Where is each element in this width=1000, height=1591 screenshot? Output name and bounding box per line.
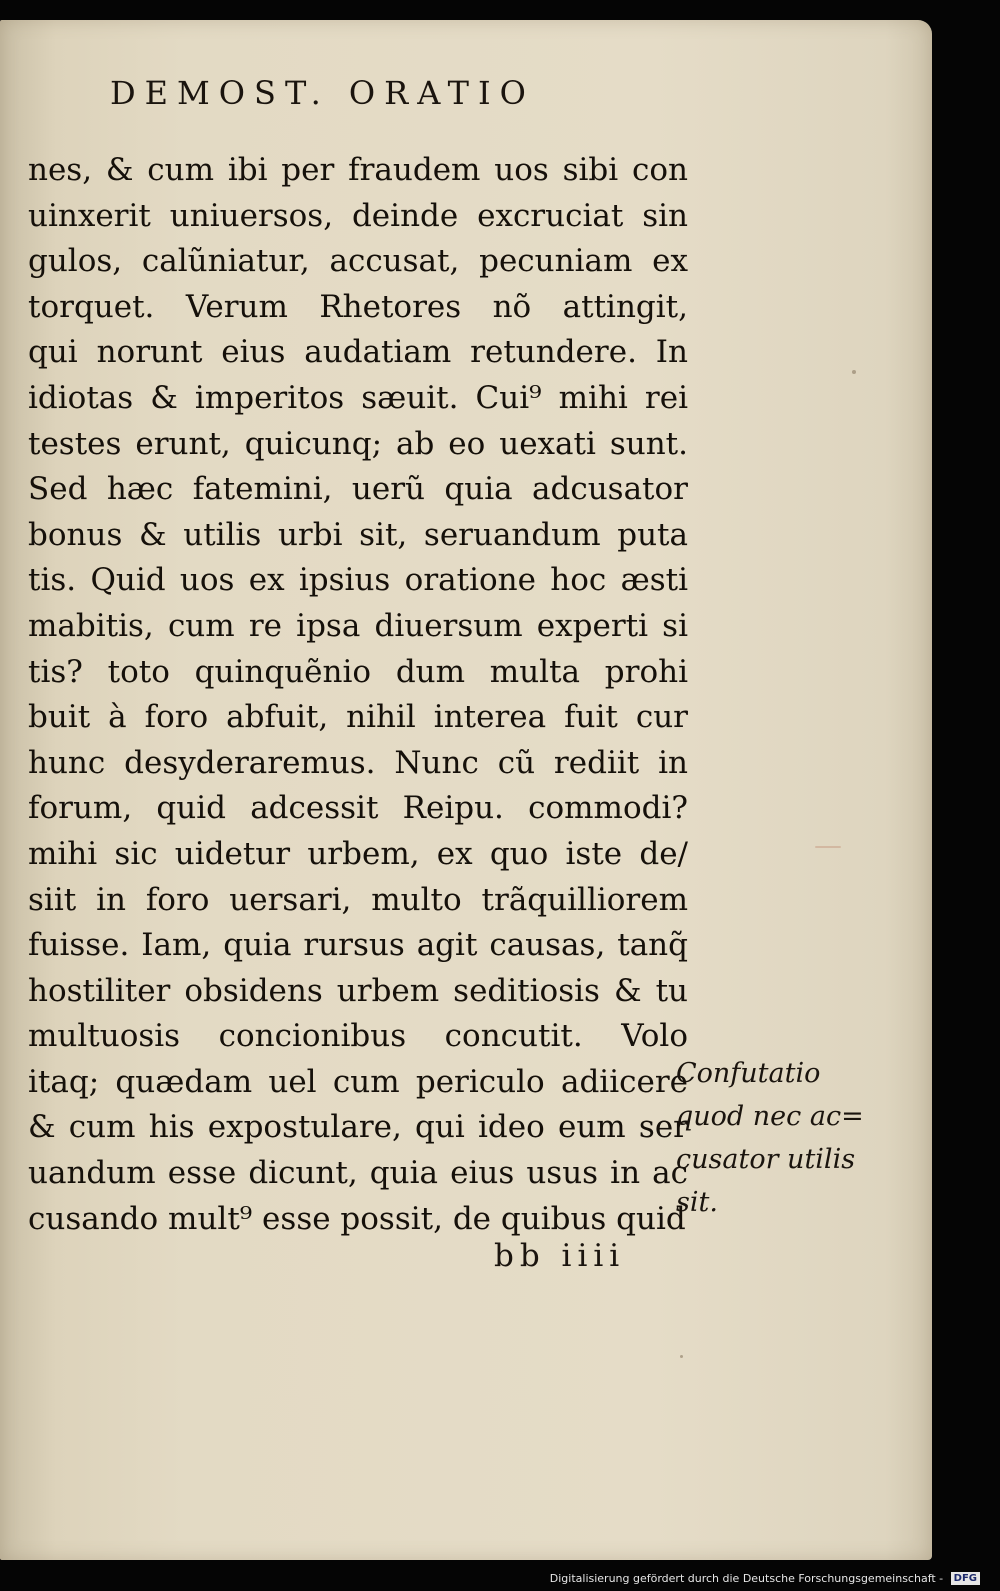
text-line: nes, & cum ibi per fraudem uos sibi con	[28, 152, 688, 188]
text-line: & cum his expostulare, qui ideo eum ser	[28, 1109, 688, 1146]
text-line: cusando mult⁹ esse possit, de quibus quid	[28, 1200, 686, 1237]
footer-credit-text: Digitalisierung gefördert durch die Deutsche Forschungsgemeinschaft -	[549, 1571, 944, 1585]
text-line: itaq; quædam uel cum periculo adiicere	[28, 1063, 688, 1100]
text-line: bonus & utilis urbi sit, seruandum puta	[28, 516, 688, 553]
paper-speck	[852, 370, 856, 374]
text-line: buit à foro abfuit, nihil interea fuit cur	[28, 699, 688, 736]
book-page	[0, 20, 932, 1560]
text-line: idiotas & imperitos sæuit. Cui⁹ mihi rei	[28, 379, 688, 416]
body-text	[28, 148, 688, 1242]
text-line: uinxerit uniuersos, deinde excruciat sin	[28, 197, 688, 234]
paper-speck	[815, 846, 841, 848]
text-line: torquet. Verum Rhetores nõ attingit,	[28, 288, 688, 325]
marginal-note-line: quod nec ac=	[676, 1101, 864, 1132]
marginal-note-line: sit.	[676, 1187, 718, 1218]
text-line: gulos, calũniatur, accusat, pecuniam ex	[28, 243, 688, 280]
text-line: qui norunt eius audatiam retundere. In	[28, 334, 688, 371]
text-line: hostiliter obsidens urbem seditiosis & tu	[28, 972, 688, 1009]
digitization-credit	[550, 1572, 980, 1586]
text-line: forum, quid adcessit Reipu. commodi?	[28, 790, 688, 827]
marginal-note	[676, 1052, 864, 1224]
text-line: mabitis, cum re ipsa diuersum experti si	[28, 607, 688, 644]
text-line: uandum esse dicunt, quia eius usus in ac	[28, 1155, 688, 1192]
text-line: mihi sic uidetur urbem, ex quo iste de/	[28, 835, 688, 872]
text-line: siit in foro uersari, multo trãquilliorem	[28, 881, 688, 918]
text-line: multuosis concionibus concutit. Volo	[28, 1018, 688, 1055]
running-head: DEMOST. ORATIO	[110, 74, 535, 112]
text-line: fuisse. Iam, quia rursus agit causas, tanq̃	[28, 927, 688, 964]
text-line: tis. Quid uos ex ipsius oratione hoc æsti	[28, 562, 688, 599]
dfg-logo: DFG	[951, 1572, 980, 1585]
text-line: tis? toto quinquẽnio dum multa prohi	[28, 653, 688, 690]
signature-mark: bb iiii	[494, 1238, 626, 1274]
text-line: Sed hæc fatemini, uerũ quia adcusator	[28, 471, 688, 508]
marginal-note-line: Confutatio	[676, 1058, 821, 1089]
paper-speck	[680, 1355, 683, 1358]
text-line: testes erunt, quicunq; ab eo uexati sunt.	[28, 425, 688, 462]
marginal-note-line: cusator utilis	[676, 1144, 856, 1175]
text-line: hunc desyderaremus. Nunc cũ rediit in	[28, 744, 688, 781]
